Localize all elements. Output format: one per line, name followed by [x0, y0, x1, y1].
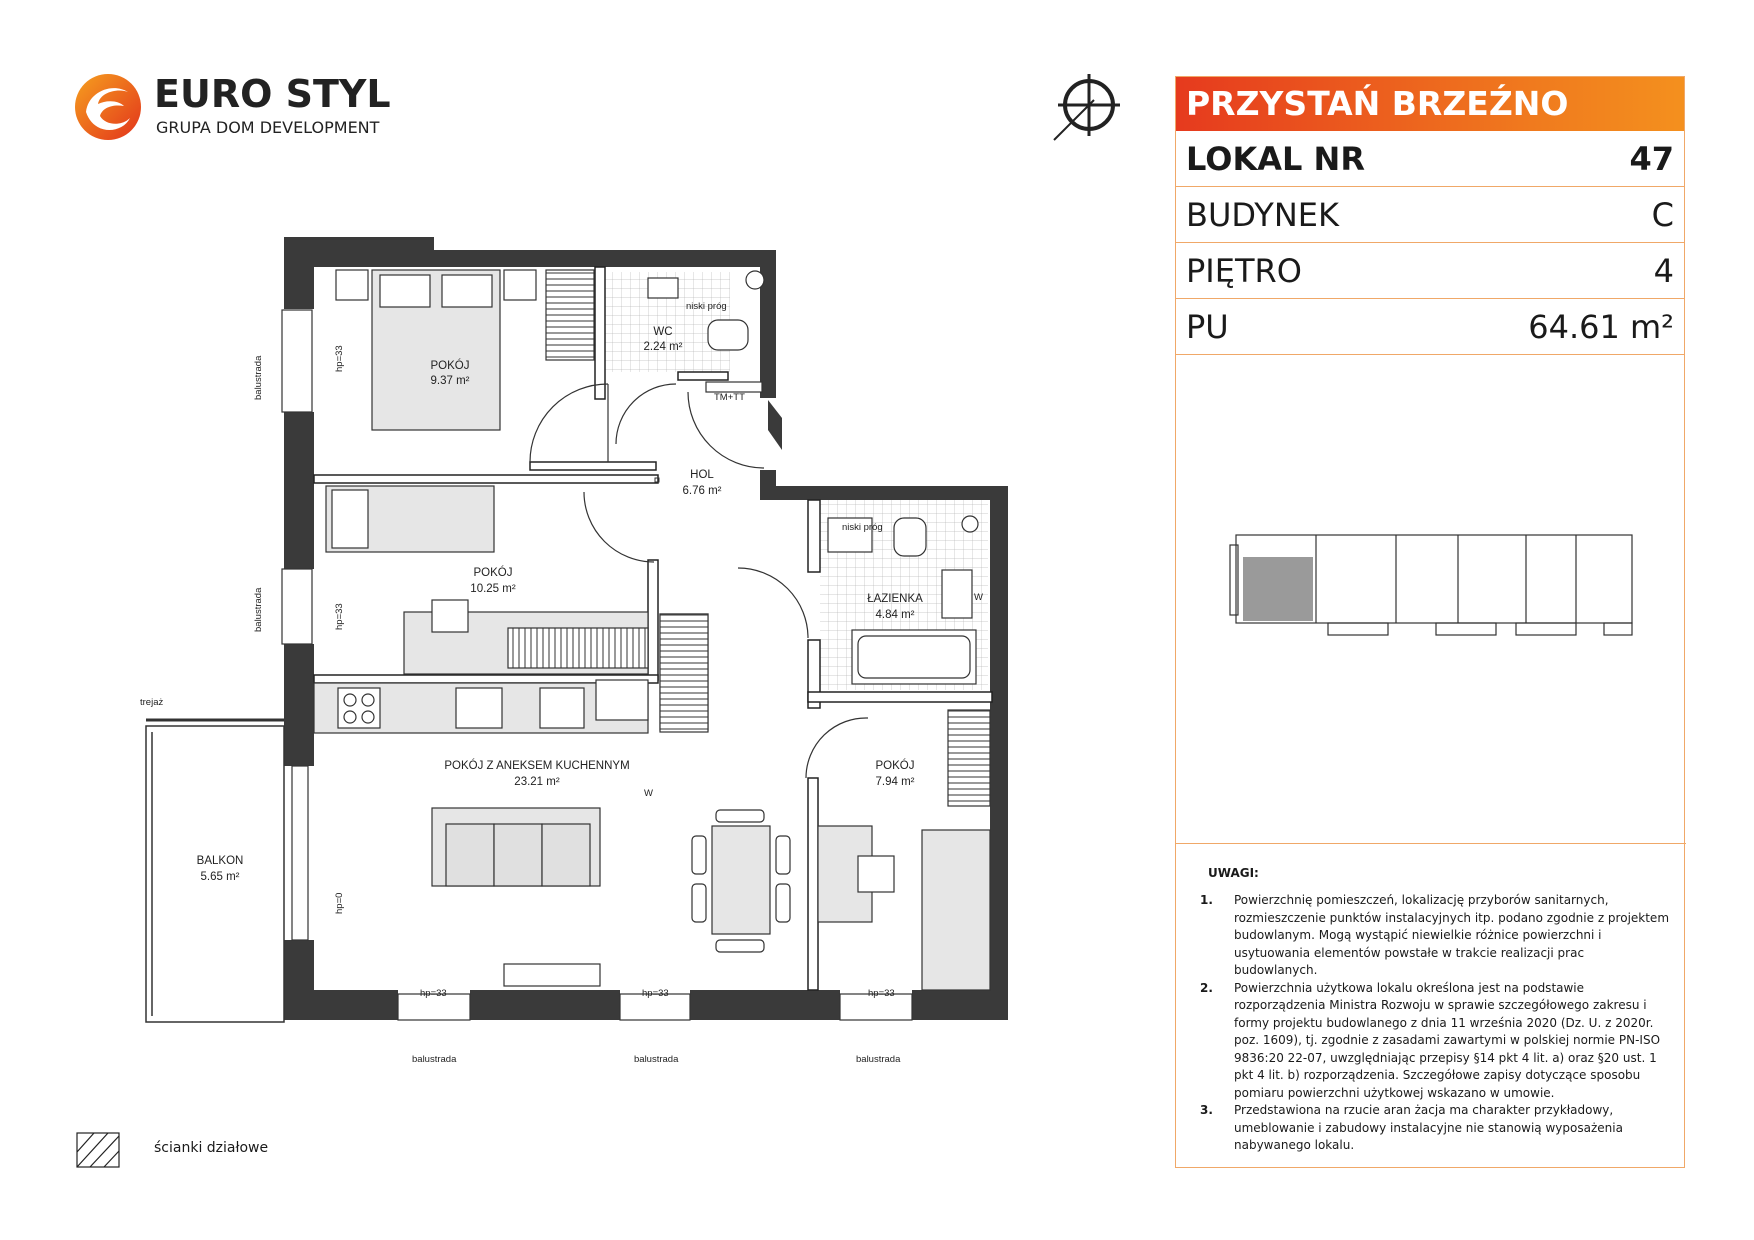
room-area-lazienka: 4.84 m²: [875, 609, 915, 621]
key-plan: [1226, 527, 1642, 657]
niski-prog-lazienka: niski próg: [842, 522, 883, 533]
row-pu-label: PU: [1186, 307, 1229, 346]
room-name-balkon: BALKON: [196, 855, 244, 867]
note-num: 3.: [1200, 1103, 1213, 1117]
hp33-label-2: hp=33: [642, 988, 669, 999]
room-name-pokoj3: POKÓJ: [875, 760, 915, 772]
row-budynek-value: C: [1651, 195, 1674, 234]
notes-header: UWAGI:: [1208, 866, 1259, 880]
row-pu: [1176, 299, 1684, 355]
note-text: Powierzchnia użytkowa lokalu określona jest na podstawie rozporządzenia Ministra Rozwoju w sprawie szczegółowego zakresu i formy projektu budowlanego z dnia 11 września 2020 (Dz. U. z 2020r. poz. 1609), tj. zgodnie z zasadami zawartymi w polskiej normie PN-ISO 9836:20 22-07, uwzględniając przepisy §14 pkt 4 lit. a) oraz §20 ust. 1 pkt 4 lit. b) rozporządzenia. Szczegółowe zapisy dotyczące sposobu pomiaru powierzchni użytkowej wskazano w umowie.: [1234, 980, 1661, 1100]
note-item: [1200, 980, 1670, 1103]
room-area-hol: 6.76 m²: [682, 485, 722, 497]
note-num: 2.: [1200, 980, 1213, 995]
room-name-lazienka: ŁAZIENKA: [867, 593, 923, 605]
row-lokal-value: 47: [1629, 139, 1674, 178]
balustrada-label-1: balustrada: [412, 1054, 457, 1065]
room-name-salon: POKÓJ Z ANEKSEM KUCHENNYM: [444, 760, 630, 772]
note-item: [1200, 892, 1670, 980]
room-name-pokoj1: POKÓJ: [430, 360, 470, 372]
note-text: Przedstawiona na rzucie aran żacja ma charakter przykładowy, umeblowanie i zabudowy instalacyjne nie stanowią wyposażenia nabywanego lokalu.: [1234, 1103, 1623, 1152]
info-panel: [1175, 76, 1685, 1168]
room-area-pokoj1: 9.37 m²: [430, 375, 470, 387]
unit-highlight: [1243, 557, 1313, 621]
balustrada-label-4: balustrada: [253, 355, 264, 400]
hp0-label: hp=0: [334, 892, 345, 914]
bedroom1-furniture: [336, 270, 594, 430]
row-lokal: [1176, 131, 1684, 187]
w-label: W: [644, 788, 653, 799]
room-name-pokoj2: POKÓJ: [473, 567, 513, 579]
notes-section: [1176, 843, 1686, 1170]
note-text: Powierzchnię pomieszczeń, lokalizację przyborów sanitarnych, rozmieszczenie punktów instalacyjnych itp. podano zgodnie z projektem budowlanym. Mogą wystąpić niewielkie różnice powierzchni i usytuowania elementów powstałe w trakcie realizacji prac budowlanych.: [1234, 893, 1670, 977]
note-item: [1200, 1102, 1670, 1155]
row-pietro-label: PIĘTRO: [1186, 251, 1302, 290]
note-num: 1.: [1200, 893, 1213, 907]
hp33-label-1: hp=33: [420, 988, 447, 999]
bedroom3-furniture: [818, 710, 990, 990]
hp33-label-3: hp=33: [868, 988, 895, 999]
trejaz-label: trejaż: [140, 697, 164, 708]
hp33-label-5: hp=33: [334, 603, 345, 630]
room-name-hol: HOL: [690, 469, 714, 481]
balustrada-label-5: balustrada: [253, 587, 264, 632]
partition-hatch-icon: [76, 1132, 120, 1168]
legend-label: ścianki działowe: [154, 1140, 269, 1156]
room-name-wc: WC: [653, 326, 673, 338]
compass-icon: [1050, 66, 1128, 144]
logo-subtitle: GRUPA DOM DEVELOPMENT: [156, 118, 380, 137]
row-lokal-label: LOKAL NR: [1186, 139, 1365, 178]
row-budynek-label: BUDYNEK: [1186, 195, 1339, 234]
balustrada-label-3: balustrada: [856, 1054, 901, 1065]
balustrada-label-2: balustrada: [634, 1054, 679, 1065]
room-area-pokoj3: 7.94 m²: [875, 776, 915, 788]
niski-prog-wc: niski próg: [686, 301, 727, 312]
room-area-pokoj2: 10.25 m²: [470, 583, 516, 595]
room-area-wc: 2.24 m²: [643, 341, 683, 353]
entrance-marker: [768, 400, 782, 450]
tm-tt-label: TM+TT: [714, 392, 745, 403]
row-budynek: [1176, 187, 1684, 243]
wm-label: W: [974, 592, 983, 603]
row-pietro: [1176, 243, 1684, 299]
living-furniture: [432, 808, 790, 986]
room-area-balkon: 5.65 m²: [200, 871, 240, 883]
row-pietro-value: 4: [1653, 251, 1674, 290]
project-title: PRZYSTAŃ BRZEŹNO: [1176, 77, 1684, 131]
room-area-salon: 23.21 m²: [514, 776, 560, 788]
row-pu-value: 64.61 m²: [1528, 307, 1674, 346]
hp33-label-4: hp=33: [334, 345, 345, 372]
logo-brand: EURO STYL: [154, 72, 391, 116]
